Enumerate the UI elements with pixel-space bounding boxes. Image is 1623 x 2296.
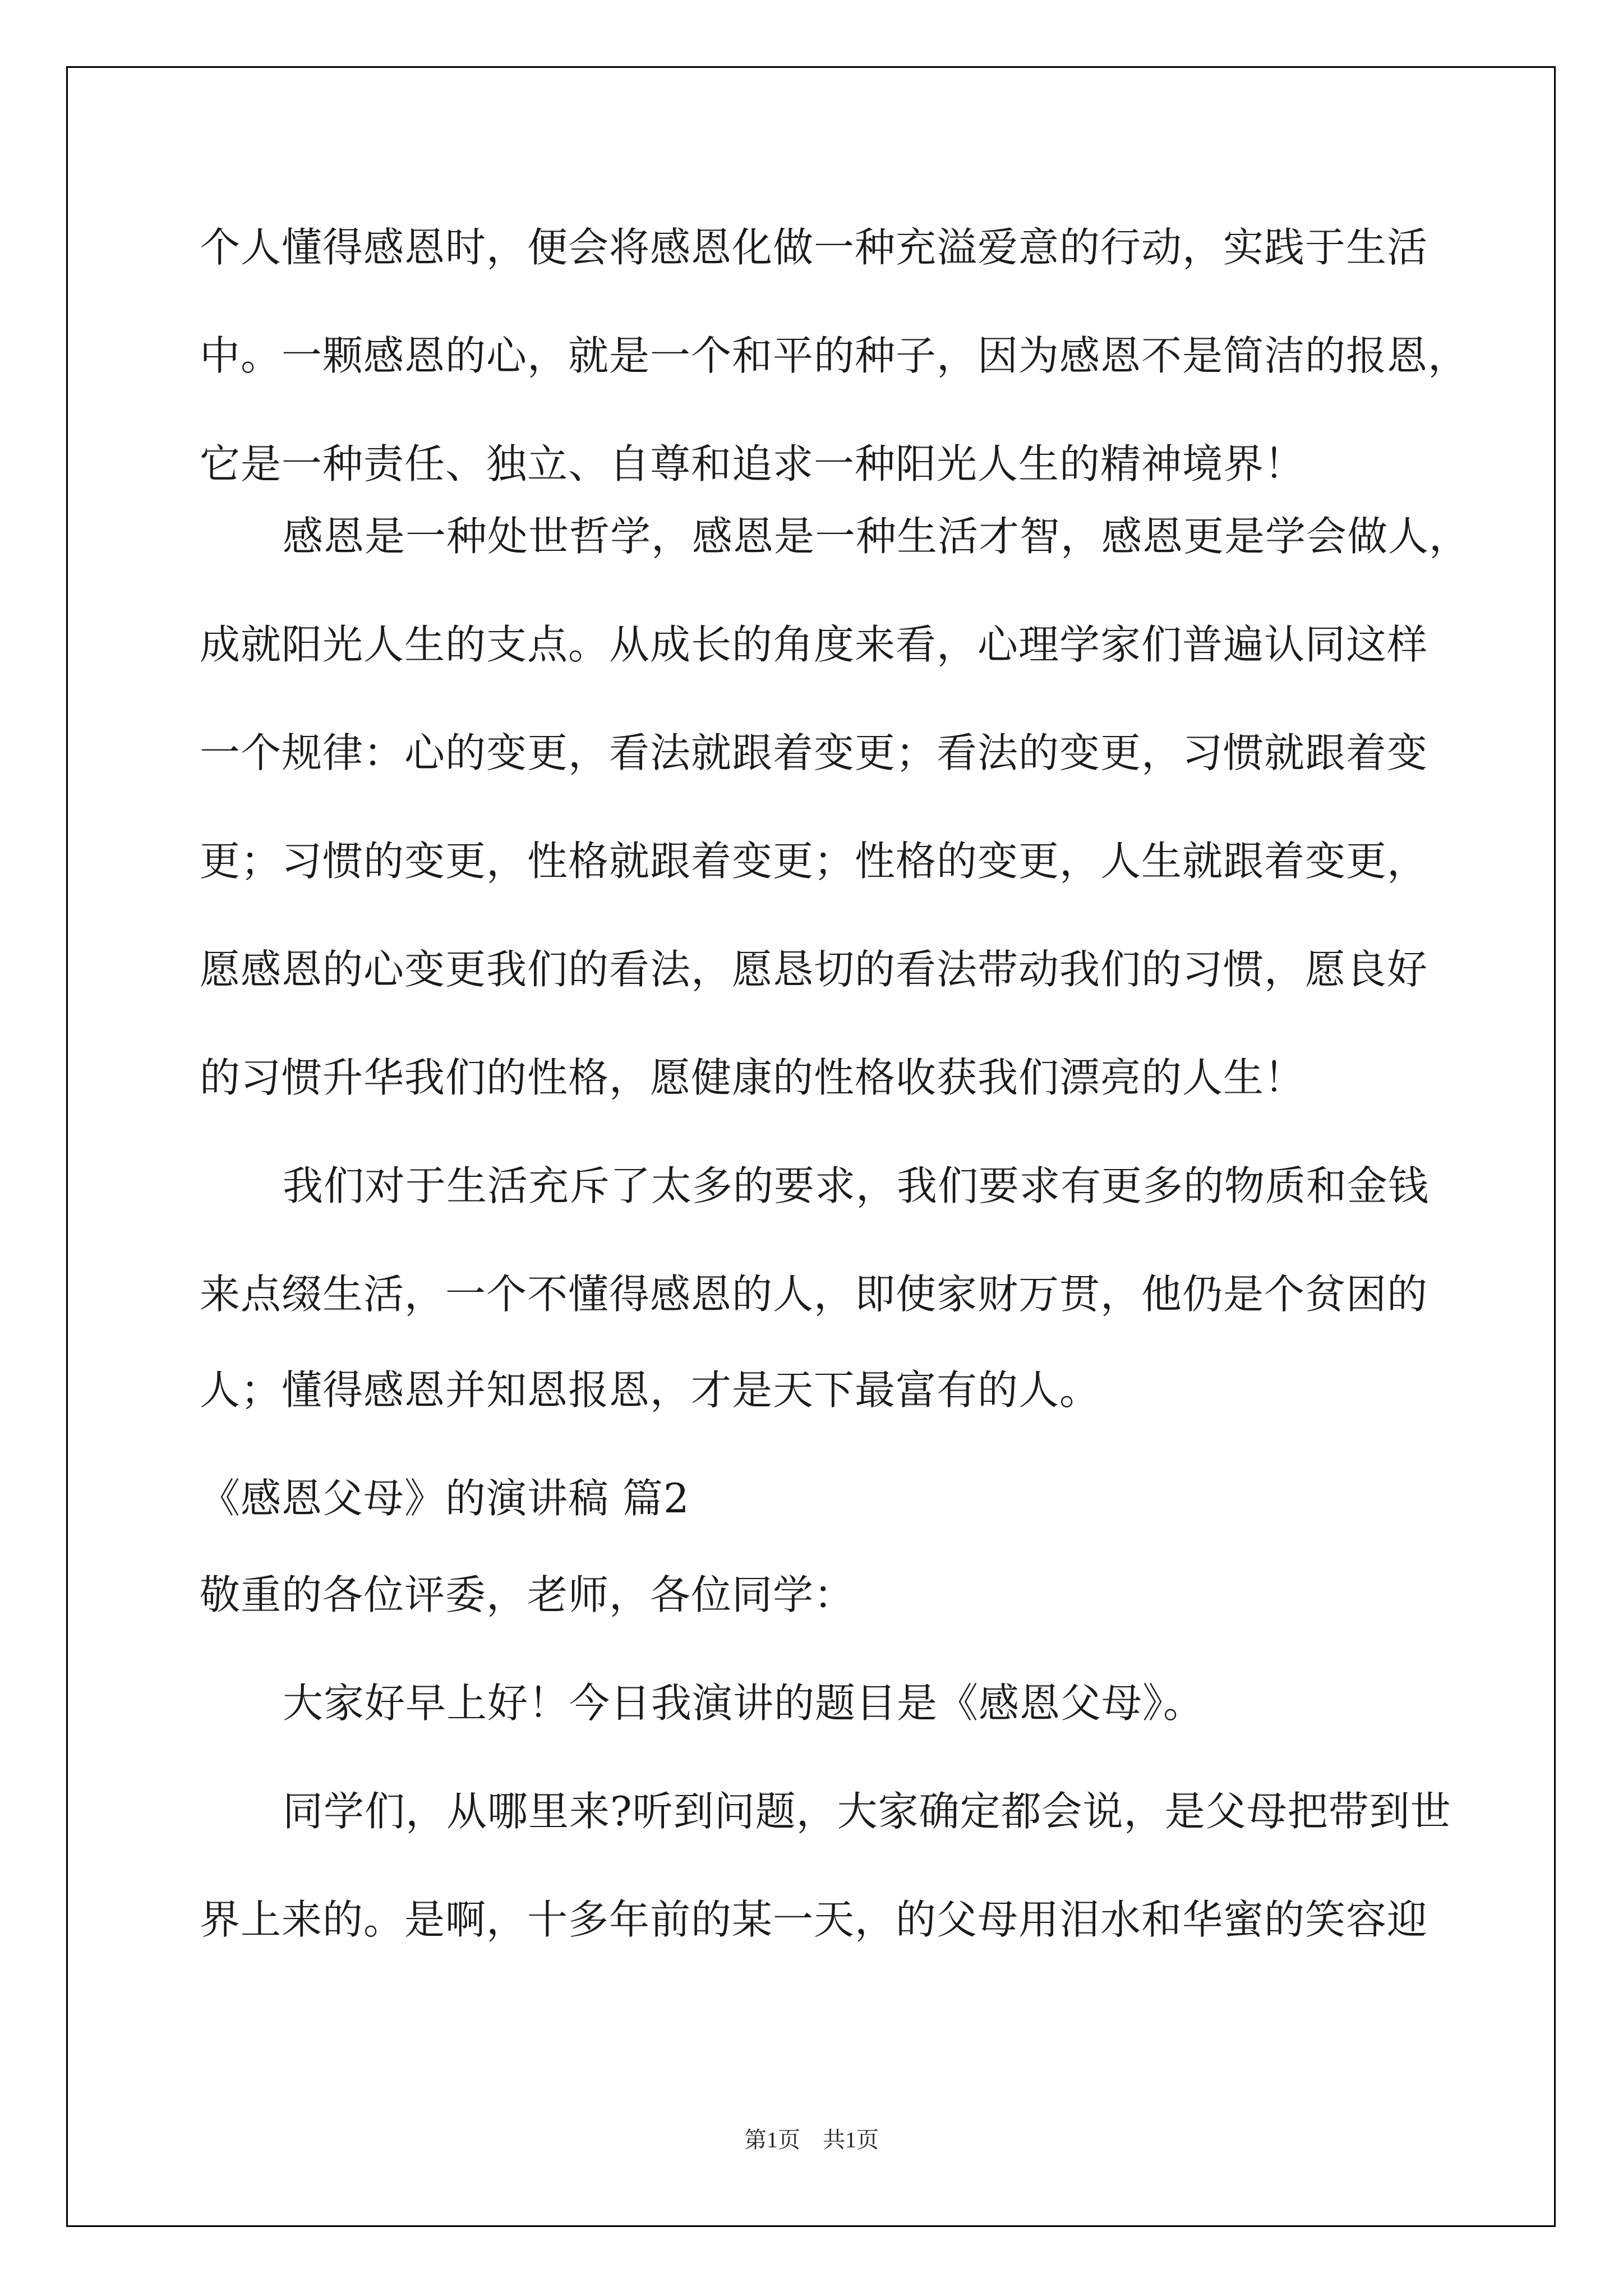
text-line: 愿感恩的心变更我们的看法，愿恳切的看法带动我们的习惯，愿良好	[200, 946, 1428, 993]
text-line: 一个规律：心的变更，看法就跟着变更；看法的变更，习惯就跟着变	[200, 729, 1428, 776]
text-line: 个人懂得感恩时，便会将感恩化做一种充溢爱意的行动，实践于生活	[200, 224, 1428, 271]
text-line: 更；习惯的变更，性格就跟着变更；性格的变更，人生就跟着变更，	[200, 838, 1428, 885]
text-line: 它是一种责任、独立、自尊和追求一种阳光人生的精神境界！	[200, 440, 1306, 487]
text-line: 人；懂得感恩并知恩报恩，才是天下最富有的人。	[200, 1366, 1101, 1414]
text-line: 成就阳光人生的支点。从成长的角度来看，心理学家们普遍认同这样	[200, 621, 1428, 668]
salutation-line: 敬重的各位评委，老师，各位同学：	[200, 1571, 855, 1618]
section-heading: 《感恩父母》的演讲稿 篇2	[200, 1475, 690, 1522]
paragraph-start-line: 我们对于生活充斥了太多的要求，我们要求有更多的物质和金钱	[283, 1162, 1430, 1209]
paragraph-start-line: 大家好早上好！今日我演讲的题目是《感恩父母》。	[283, 1680, 1205, 1727]
paragraph-start-line: 同学们，从哪里来?听到问题，大家确定都会说，是父母把带到世	[283, 1788, 1451, 1835]
text-line: 的习惯升华我们的性格，愿健康的性格收获我们漂亮的人生！	[200, 1054, 1306, 1101]
text-line: 界上来的。是啊，十多年前的某一天，的父母用泪水和华蜜的笑容迎	[200, 1896, 1428, 1943]
text-line: 中。一颗感恩的心，就是一个和平的种子，因为感恩不是简洁的报恩，	[200, 332, 1469, 379]
text-line: 来点缀生活，一个不懂得感恩的人，即使家财万贯，他仍是个贫困的	[200, 1271, 1428, 1318]
paragraph-start-line: 感恩是一种处世哲学，感恩是一种生活才智，感恩更是学会做人，	[283, 513, 1470, 560]
page-number-footer: 第1页 共1页	[744, 2127, 879, 2152]
